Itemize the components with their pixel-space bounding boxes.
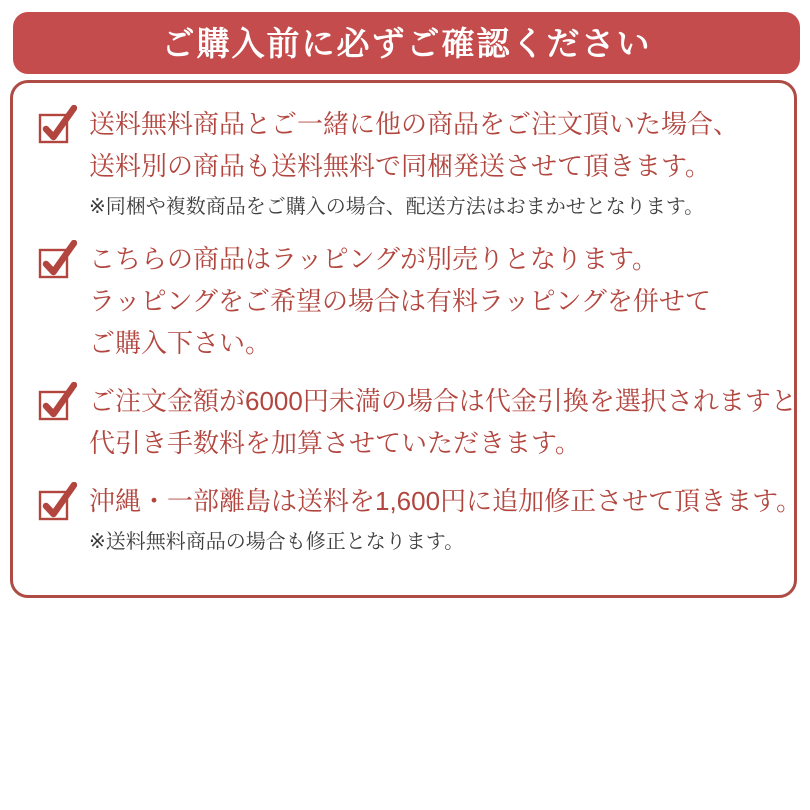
notice-line: こちらの商品はラッピングが別売りとなります。 [89,244,658,274]
checked-checkbox-icon [37,105,77,145]
notice-item [37,380,797,464]
notice-item [37,238,774,364]
notice-footnote: ※同梱や複数商品をご購入の場合、配送方法はおまかせとなります。 [89,196,705,218]
notice-line: 沖縄・一部離島は送料を1,600円に追加修正させて頂きます。 [89,486,802,516]
notice-item-text [89,480,802,557]
notice-item [37,480,802,557]
checked-checkbox-icon [37,382,77,422]
notice-item-text [89,103,774,222]
header-banner [13,12,800,74]
notice-footnote: ※送料無料商品の場合も修正となります。 [89,531,465,553]
notice-line: ご購入下さい。 [89,328,272,358]
notice-line: 送料無料商品とご一緒に他の商品をご注文頂いた場合、 [89,109,740,139]
notice-line: 送料別の商品も送料無料で同梱発送させて頂きます。 [89,151,711,181]
checked-checkbox-icon [37,482,77,522]
notice-line: 代引き手数料を加算させていただきます。 [89,428,581,458]
notice-item [37,103,774,222]
notice-item-text [89,238,774,364]
page-title: ご購入前に必ずご確認ください [161,24,652,62]
checked-checkbox-icon [37,240,77,280]
notice-item-text [89,380,797,464]
notice-line: ご注文金額が6000円未満の場合は代金引換を選択されますと [89,386,797,416]
notice-line: ラッピングをご希望の場合は有料ラッピングを併せて [89,286,711,316]
notice-box [10,80,802,598]
